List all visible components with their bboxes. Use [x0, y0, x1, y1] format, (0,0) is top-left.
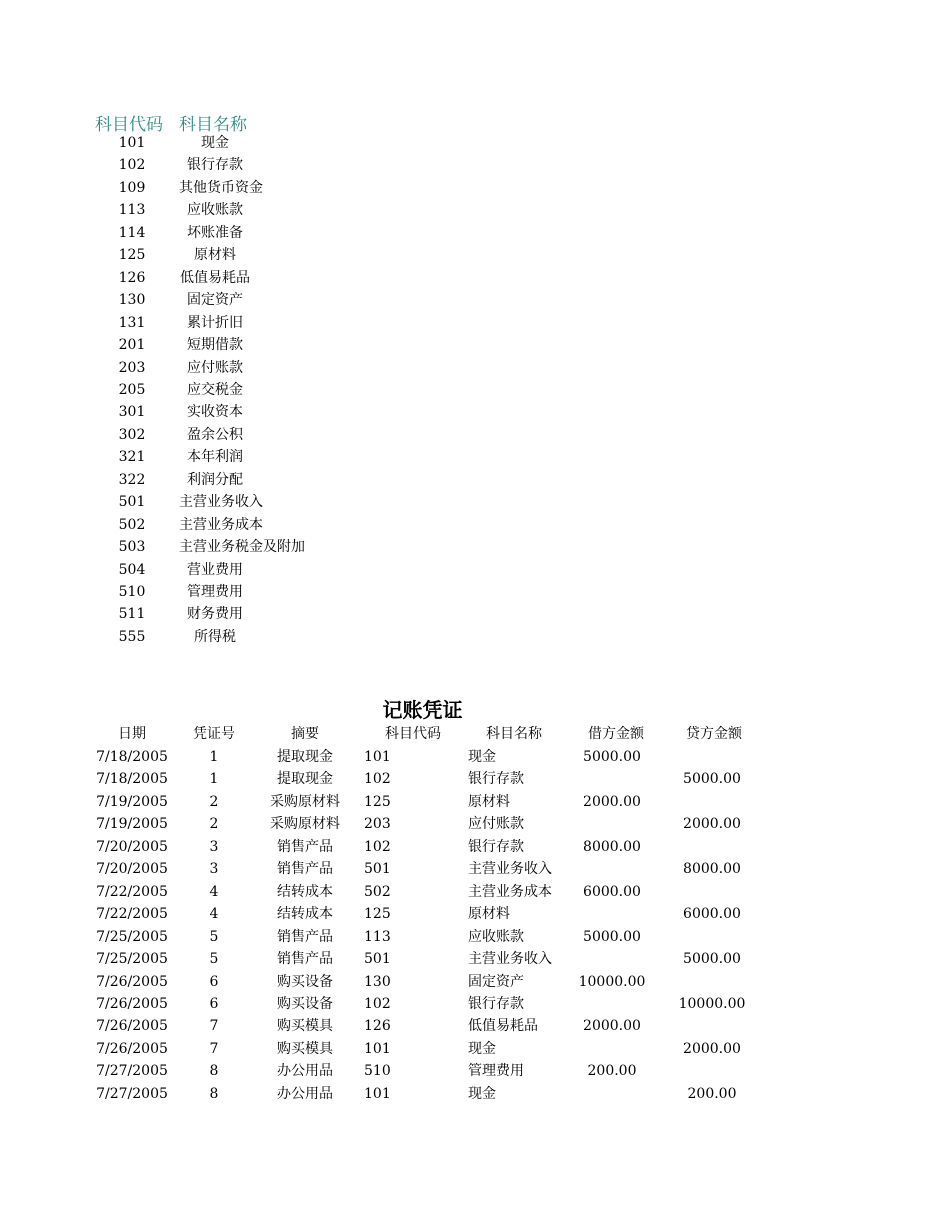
voucher-cell-code: 126	[364, 1018, 391, 1034]
voucher-cell-date: 7/22/2005	[96, 884, 168, 900]
voucher-cell-no: 5	[209, 929, 219, 945]
account-name-header: 科目名称	[179, 115, 247, 135]
voucher-cell-credit: 8000.00	[683, 861, 741, 877]
voucher-cell-date: 7/26/2005	[96, 1041, 168, 1057]
voucher-column-header: 日期	[118, 726, 146, 742]
voucher-cell-credit: 10000.00	[678, 996, 746, 1012]
voucher-cell-credit: 200.00	[687, 1086, 737, 1102]
voucher-cell-code: 101	[364, 749, 391, 765]
voucher-cell-date: 7/22/2005	[96, 906, 168, 922]
account-name: 财务费用	[187, 606, 243, 622]
voucher-cell-date: 7/20/2005	[96, 861, 168, 877]
voucher-cell-credit	[672, 836, 752, 858]
voucher-column-header: 科目名称	[486, 726, 542, 742]
voucher-cell-summary: 销售产品	[277, 929, 333, 945]
voucher-cell-code: 125	[364, 906, 391, 922]
voucher-cell-name: 管理费用	[468, 1063, 524, 1079]
account-name: 低值易耗品	[180, 270, 250, 286]
voucher-cell-summary: 办公用品	[277, 1086, 333, 1102]
voucher-cell-date: 7/27/2005	[96, 1086, 168, 1102]
voucher-cell-date: 7/27/2005	[96, 1063, 168, 1079]
voucher-cell-no: 1	[209, 771, 219, 787]
account-name: 银行存款	[187, 157, 243, 173]
voucher-cell-name: 主营业务成本	[468, 884, 552, 900]
voucher-cell-code: 203	[364, 816, 391, 832]
voucher-cell-code: 510	[364, 1063, 391, 1079]
voucher-cell-debit: 5000.00	[583, 929, 641, 945]
voucher-cell-name: 应收账款	[468, 929, 524, 945]
voucher-cell-credit: 6000.00	[683, 906, 741, 922]
voucher-cell-code: 501	[364, 951, 391, 967]
voucher-cell-summary: 结转成本	[277, 884, 333, 900]
voucher-cell-debit	[576, 993, 648, 1015]
account-code: 101	[118, 135, 146, 151]
account-code: 131	[118, 315, 146, 331]
voucher-cell-debit: 8000.00	[583, 839, 641, 855]
account-code: 130	[118, 292, 146, 308]
voucher-cell-no: 2	[209, 816, 219, 832]
voucher-cell-code: 101	[364, 1041, 391, 1057]
voucher-cell-no: 4	[209, 906, 219, 922]
voucher-cell-no: 6	[209, 996, 219, 1012]
voucher-cell-summary: 购买设备	[277, 996, 333, 1012]
account-code: 201	[118, 337, 146, 353]
voucher-cell-name: 固定资产	[468, 974, 524, 990]
account-name: 营业费用	[187, 562, 243, 578]
account-name: 固定资产	[187, 292, 243, 308]
voucher-cell-date: 7/26/2005	[96, 1018, 168, 1034]
voucher-cell-code: 113	[364, 929, 391, 945]
account-name: 主营业务收入	[179, 494, 263, 510]
voucher-cell-summary: 购买设备	[277, 974, 333, 990]
voucher-cell-date: 7/25/2005	[96, 929, 168, 945]
account-code: 205	[118, 382, 146, 398]
voucher-cell-summary: 采购原材料	[270, 794, 340, 810]
account-code: 511	[118, 606, 146, 622]
voucher-cell-no: 1	[209, 749, 219, 765]
voucher-cell-credit	[672, 1015, 752, 1037]
account-name: 盈余公积	[187, 427, 243, 443]
voucher-cell-summary: 购买模具	[277, 1041, 333, 1057]
voucher-cell-code: 102	[364, 839, 391, 855]
voucher-cell-code: 501	[364, 861, 391, 877]
voucher-cell-debit	[576, 1038, 648, 1060]
voucher-cell-summary: 销售产品	[277, 951, 333, 967]
voucher-cell-date: 7/19/2005	[96, 794, 168, 810]
account-code: 125	[118, 247, 146, 263]
voucher-cell-no: 2	[209, 794, 219, 810]
voucher-cell-credit	[672, 881, 752, 903]
account-name: 原材料	[194, 247, 236, 263]
voucher-cell-date: 7/25/2005	[96, 951, 168, 967]
voucher-cell-name: 现金	[468, 1086, 496, 1102]
account-name: 利润分配	[187, 472, 243, 488]
voucher-cell-name: 应付账款	[468, 816, 524, 832]
voucher-cell-debit	[576, 813, 648, 835]
voucher-cell-name: 银行存款	[468, 996, 524, 1012]
voucher-cell-summary: 销售产品	[277, 839, 333, 855]
account-code: 502	[118, 517, 146, 533]
account-code: 504	[118, 562, 146, 578]
voucher-cell-name: 现金	[468, 1041, 496, 1057]
voucher-cell-no: 7	[209, 1041, 219, 1057]
voucher-cell-no: 7	[209, 1018, 219, 1034]
voucher-cell-no: 6	[209, 974, 219, 990]
voucher-cell-summary: 办公用品	[277, 1063, 333, 1079]
voucher-cell-code: 102	[364, 996, 391, 1012]
voucher-cell-credit	[672, 926, 752, 948]
voucher-cell-date: 7/18/2005	[96, 771, 168, 787]
voucher-cell-name: 主营业务收入	[468, 951, 552, 967]
account-code: 503	[118, 539, 146, 555]
voucher-cell-debit: 6000.00	[583, 884, 641, 900]
account-code: 322	[118, 472, 146, 488]
voucher-column-header: 科目代码	[385, 726, 441, 742]
voucher-cell-summary: 采购原材料	[270, 816, 340, 832]
voucher-cell-debit	[576, 903, 648, 925]
voucher-cell-date: 7/26/2005	[96, 996, 168, 1012]
voucher-cell-date: 7/26/2005	[96, 974, 168, 990]
account-code-header: 科目代码	[95, 115, 163, 135]
voucher-cell-name: 原材料	[468, 906, 510, 922]
voucher-cell-no: 8	[209, 1063, 219, 1079]
voucher-cell-code: 130	[364, 974, 391, 990]
voucher-cell-code: 102	[364, 771, 391, 787]
account-name: 现金	[201, 135, 229, 151]
account-name: 累计折旧	[187, 315, 243, 331]
voucher-cell-name: 现金	[468, 749, 496, 765]
voucher-column-header: 摘要	[291, 726, 319, 742]
account-name: 短期借款	[187, 337, 243, 353]
voucher-cell-name: 主营业务收入	[468, 861, 552, 877]
account-code: 126	[118, 270, 146, 286]
voucher-cell-summary: 结转成本	[277, 906, 333, 922]
voucher-cell-debit: 2000.00	[583, 1018, 641, 1034]
voucher-cell-credit: 2000.00	[683, 816, 741, 832]
voucher-cell-credit	[672, 746, 752, 768]
voucher-cell-debit	[576, 1083, 648, 1105]
account-code: 113	[118, 202, 146, 218]
voucher-cell-credit: 2000.00	[683, 1041, 741, 1057]
account-name: 所得税	[194, 629, 236, 645]
voucher-column-header: 借方金额	[588, 726, 644, 742]
voucher-column-header: 凭证号	[193, 726, 235, 742]
voucher-cell-debit	[576, 768, 648, 790]
voucher-cell-name: 原材料	[468, 794, 510, 810]
voucher-cell-no: 5	[209, 951, 219, 967]
account-code: 102	[118, 157, 146, 173]
voucher-cell-name: 银行存款	[468, 771, 524, 787]
voucher-cell-name: 银行存款	[468, 839, 524, 855]
account-code: 109	[118, 180, 146, 196]
voucher-cell-summary: 销售产品	[277, 861, 333, 877]
account-name: 其他货币资金	[179, 180, 263, 196]
voucher-cell-summary: 购买模具	[277, 1018, 333, 1034]
voucher-cell-summary: 提取现金	[277, 749, 333, 765]
voucher-cell-debit: 2000.00	[583, 794, 641, 810]
voucher-cell-credit	[672, 791, 752, 813]
account-code: 302	[118, 427, 146, 443]
voucher-cell-date: 7/19/2005	[96, 816, 168, 832]
account-name: 实收资本	[187, 404, 243, 420]
voucher-cell-credit	[672, 971, 752, 993]
account-name: 管理费用	[187, 584, 243, 600]
voucher-cell-code: 125	[364, 794, 391, 810]
voucher-cell-name: 低值易耗品	[468, 1018, 538, 1034]
voucher-cell-debit: 10000.00	[578, 974, 646, 990]
account-code: 321	[118, 449, 146, 465]
voucher-cell-debit	[576, 858, 648, 880]
voucher-cell-no: 8	[209, 1086, 219, 1102]
account-name: 应付账款	[187, 360, 243, 376]
voucher-cell-no: 3	[209, 861, 219, 877]
account-code: 203	[118, 360, 146, 376]
account-name: 应收账款	[187, 202, 243, 218]
voucher-cell-debit: 5000.00	[583, 749, 641, 765]
voucher-cell-code: 502	[364, 884, 391, 900]
voucher-column-header: 贷方金额	[686, 726, 742, 742]
account-code: 114	[118, 225, 146, 241]
voucher-cell-debit: 200.00	[587, 1063, 637, 1079]
account-code: 510	[118, 584, 146, 600]
voucher-cell-date: 7/20/2005	[96, 839, 168, 855]
account-name: 主营业务成本	[179, 517, 263, 533]
voucher-cell-no: 3	[209, 839, 219, 855]
account-code: 501	[118, 494, 146, 510]
voucher-cell-summary: 提取现金	[277, 771, 333, 787]
account-code: 301	[118, 404, 146, 420]
voucher-cell-credit: 5000.00	[683, 951, 741, 967]
voucher-cell-date: 7/18/2005	[96, 749, 168, 765]
voucher-cell-credit: 5000.00	[683, 771, 741, 787]
account-name: 应交税金	[187, 382, 243, 398]
voucher-cell-code: 101	[364, 1086, 391, 1102]
account-name: 本年利润	[187, 449, 243, 465]
voucher-title: 记账凭证	[382, 698, 463, 722]
account-name: 坏账准备	[187, 225, 243, 241]
account-name: 主营业务税金及附加	[179, 539, 305, 555]
voucher-cell-credit	[672, 1060, 752, 1082]
voucher-cell-debit	[576, 948, 648, 970]
voucher-cell-no: 4	[209, 884, 219, 900]
account-code: 555	[118, 629, 146, 645]
